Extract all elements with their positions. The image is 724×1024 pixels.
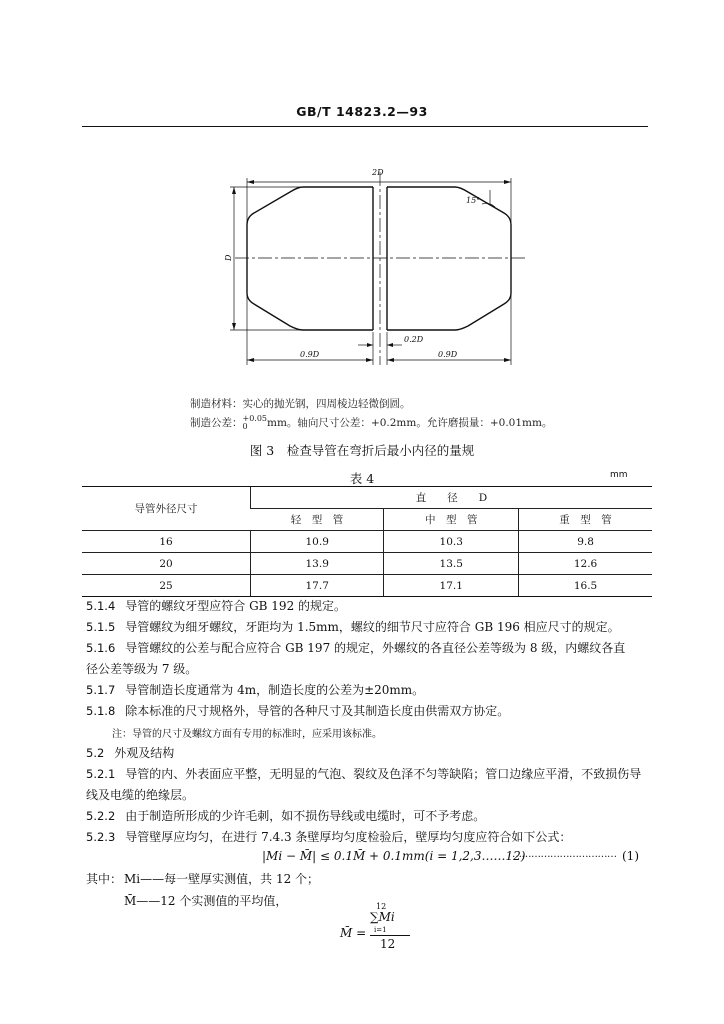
table-unit: mm (610, 470, 628, 480)
clause-5-1-8: 5.1.8 除本标准的尺寸规格外，导管的各种尺寸及其制造长度由供需双方协定。 (86, 704, 510, 718)
clause-5-1-6-cont: 径公差等级为 7 级。 (86, 662, 198, 676)
dim-d-label: D (224, 254, 233, 261)
diameter-table (82, 486, 652, 597)
col-header-heavy: 重 型 管 (519, 509, 652, 531)
clause-5-1-7: 5.1.7 导管制造长度通常为 4m，制造长度的公差为±20mm。 (86, 683, 425, 697)
clause-5-1-6: 5.1.6 导管螺纹的公差与配合应符合 GB 197 的规定，外螺纹的各直径公差等级为 8 级，内螺纹各直 (86, 641, 626, 655)
col-header-medium: 中 型 管 (384, 509, 519, 531)
def-mi: Mi——每一壁厚实测值，共 12 个； (124, 872, 320, 886)
header-rule (82, 126, 648, 127)
clause-5-2-1-cont: 线及电缆的绝缘层。 (86, 788, 195, 802)
clause-5-2: 5.2 外观及结构 (86, 746, 175, 760)
clause-5-2-1: 5.2.1 导管的内、外表面应平整，无明显的气泡、裂纹及色泽不匀等缺陷；管口边缘应平滑，不致损伤导 (86, 767, 642, 781)
table-row: 16 10.9 10.3 9.8 (82, 531, 652, 553)
col-header-light: 轻 型 管 (251, 509, 384, 531)
formula-1: |Mi − M̄| ≤ 0.1M̄ + 0.1mm(i = 1,2,3……12) (262, 849, 526, 863)
figure-caption: 图 3 检查导管在弯折后最小内径的量规 (249, 443, 475, 458)
formula-leader-dots: …………………………… (512, 849, 617, 860)
average-formula: M̄ = 12 ∑Mi i=1 12 (340, 910, 430, 960)
dim-09d-right-label: 0.9D (438, 350, 458, 359)
table-row: 25 17.7 17.1 16.5 (82, 575, 652, 597)
tolerance-note: 制造公差：+0.05 0 mm。轴向尺寸公差：+0.2mm。允许磨损量：+0.01mm。 (190, 414, 553, 431)
dim-2d-label: 2D (372, 168, 384, 177)
gauge-right-body (387, 187, 511, 330)
row-header: 导管外径尺寸 (82, 487, 251, 531)
table-row: 20 13.9 13.5 12.6 (82, 553, 652, 575)
clause-5-1-5: 5.1.5 导管螺纹为细牙螺纹，牙距均为 1.5mm，螺纹的细节尺寸应符合 GB 196 相应尺寸的规定。 (86, 620, 620, 634)
where-label: 其中： (86, 872, 123, 886)
group-header: 直 径 D (251, 487, 653, 509)
dim-angle-label: 15° (466, 196, 481, 205)
gauge-drawing (190, 160, 530, 375)
dim-09d-left-label: 0.9D (300, 350, 320, 359)
gauge-left-body (247, 187, 373, 330)
standard-code: GB/T 14823.2—93 (296, 104, 428, 119)
dim-02d-label: 0.2D (404, 335, 424, 344)
formula-number: (1) (622, 849, 639, 863)
def-mbar: M̄——12 个实测值的平均值， (124, 894, 288, 908)
clause-5-2-3: 5.2.3 导管壁厚应均匀，在进行 7.4.3 条壁厚均匀度检验后，壁厚均匀度应符合如下公式： (86, 830, 572, 844)
clause-5-2-2: 5.2.2 由于制造所形成的少许毛刺，如不损伤导线或电缆时，可不予考虑。 (86, 809, 486, 823)
material-note: 制造材料：实心的抛光钢，四周棱边轻微倒圆。 (190, 398, 411, 410)
clause-note: 注：导管的尺寸及螺纹方面有专用的标准时，应采用该标准。 (112, 729, 382, 740)
table-title: 表 4 (349, 471, 375, 486)
clause-5-1-4: 5.1.4 导管的螺纹牙型应符合 GB 192 的规定。 (86, 599, 347, 613)
